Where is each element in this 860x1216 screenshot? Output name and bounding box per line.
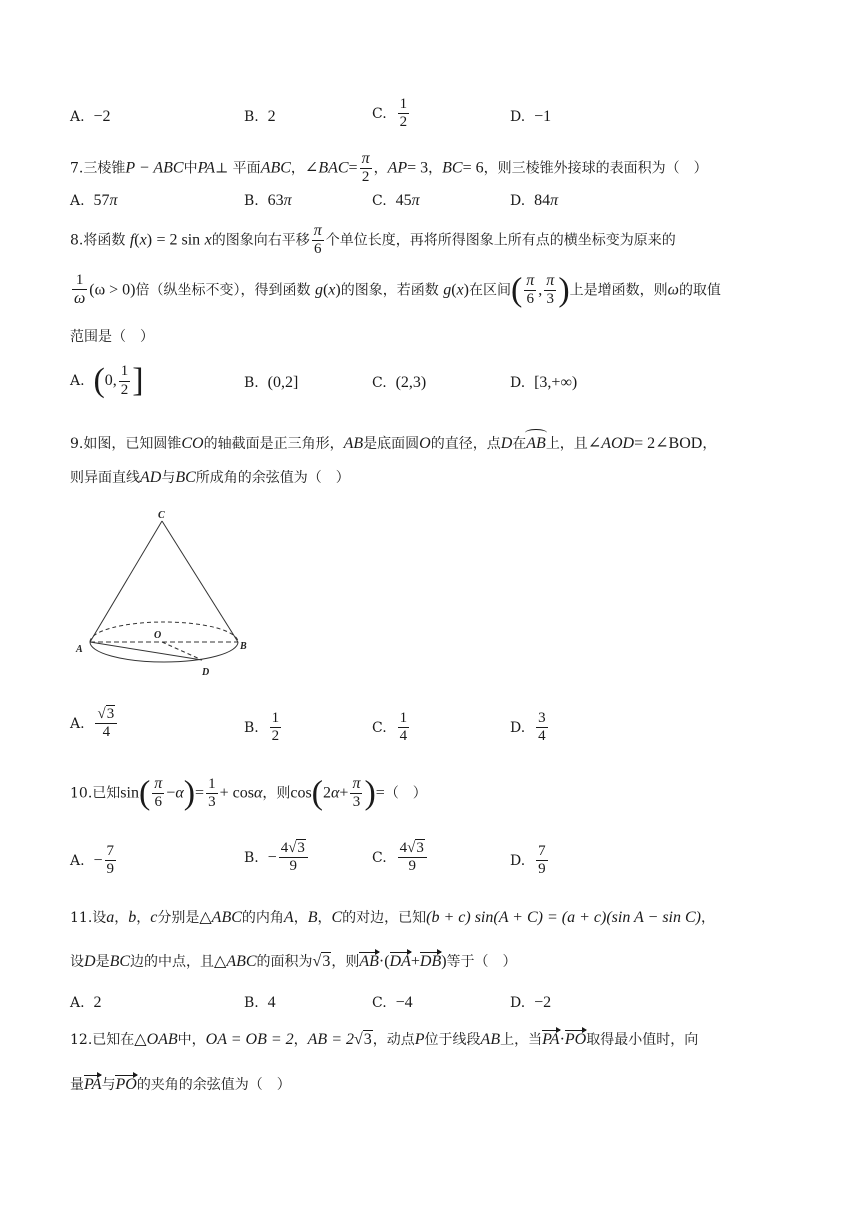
q8-option-d[interactable]: D. [3,+∞) bbox=[510, 374, 578, 391]
q11-option-d[interactable]: D. −2 bbox=[510, 994, 552, 1011]
q10-stem: 10.已知sin( $\frac{\pi}{6}$ −α)= $\frac{1}{3}$ + cosα，则cos(2α+ $\frac{\pi}{3}$ )=（ ） bbox=[70, 774, 427, 812]
q9-stem-line-2: 则异面直线AD与BC所成角的余弦值为（ ） bbox=[70, 469, 350, 486]
line-cb bbox=[162, 521, 238, 642]
cone-figure bbox=[70, 505, 260, 683]
q10-option-a[interactable]: A. − $\frac{7}{9}$ bbox=[70, 843, 114, 878]
line-ad bbox=[90, 642, 202, 660]
q11-stem-line-1: 11.设a，b，c分别是△ABC的内角A，B，C的对边，已知(b + c) sin(A + C) = (a + c)(sin A − sin C)， bbox=[70, 909, 715, 926]
q10-option-c[interactable]: C. $\frac{4√3}{9}$ bbox=[372, 840, 429, 876]
q7-option-a[interactable]: A. 57π bbox=[70, 192, 118, 209]
q8-option-b[interactable]: B. (0,2] bbox=[244, 374, 299, 391]
label-d: D bbox=[202, 667, 210, 678]
label-c: C bbox=[158, 510, 165, 521]
q6-option-b[interactable]: B. 2 bbox=[244, 108, 276, 125]
q10-option-b[interactable]: B. − $\frac{4√3}{9}$ bbox=[244, 840, 310, 876]
q11-option-c[interactable]: C. −4 bbox=[372, 994, 413, 1011]
q9-stem-line-1: 9.如图，已知圆锥CO的轴截面是正三角形，AB是底面圆O的直径，点D在AB上，且∠AOD= 2∠BOD， bbox=[70, 435, 717, 452]
q9-option-a[interactable]: A. $\frac{√3}{4}$ bbox=[70, 706, 119, 742]
base-back-arc bbox=[90, 622, 238, 642]
q12-stem-line-2: 量PA与PO的夹角的余弦值为（ ） bbox=[70, 1076, 291, 1093]
q8-option-a[interactable]: A. (0, $\frac{1}{2}$ ] bbox=[70, 362, 144, 399]
q11-option-a[interactable]: A. 2 bbox=[70, 994, 102, 1011]
base-front-arc bbox=[90, 642, 238, 662]
label-a: A bbox=[76, 644, 83, 655]
q8-stem-line-3: 范围是（ ） bbox=[70, 329, 154, 345]
q6-option-a[interactable]: A. −2 bbox=[70, 108, 111, 125]
fraction: $\frac{1}{2}$ bbox=[399, 96, 408, 131]
q9-option-b[interactable]: B. $\frac{1}{2}$ bbox=[244, 710, 280, 745]
q7-option-c[interactable]: C. 45π bbox=[372, 192, 420, 209]
label-b: B bbox=[240, 641, 247, 652]
q11-stem-line-2: 设D是BC边的中点，且△ABC的面积为√3，则AB·(DA+DB)等于（ ） bbox=[70, 953, 517, 970]
arc-ab: AB bbox=[526, 435, 546, 452]
q12-stem-line-1: 12.已知在△OAB中，OA = OB = 2，AB = 2√3，动点P位于线段AB上，当PA·PO取得最小值时，向 bbox=[70, 1031, 699, 1048]
q8-stem-line-1: 8.将函数 f(x) = 2 sin x的图象向右平移 $\frac{\pi}{6}$ 个单位长度，再将所得图象上所有点的横坐标变为原来的 bbox=[70, 222, 676, 258]
label-o: O bbox=[154, 630, 162, 641]
q6-option-d[interactable]: D. −1 bbox=[510, 108, 552, 125]
q8-stem-line-2: $\frac{1}{\omega}$ (ω > 0)倍（纵坐标不变），得到函数 g(x)的图象，若函数 g(x)在区间( $\frac{\pi}{6}$ , $\frac{\pi}{3}$ )上是增函数，则ω的取值 bbox=[74, 271, 721, 309]
q10-option-d[interactable]: D. $\frac{7}{9}$ bbox=[510, 843, 546, 878]
q7-option-d[interactable]: D. 84π bbox=[510, 192, 559, 209]
q7-option-b[interactable]: B. 63π bbox=[244, 192, 292, 209]
q7-stem: 7.三棱锥P − ABC中PA⊥ 平面ABC，∠BAC= $\frac{\pi}{2}$ ，AP= 3，BC= 6，则三棱锥外接球的表面积为（ ） bbox=[70, 150, 708, 186]
q11-option-b[interactable]: B. 4 bbox=[244, 994, 276, 1011]
line-od bbox=[162, 642, 202, 660]
q8-option-c[interactable]: C. (2,3) bbox=[372, 374, 427, 391]
line-ca bbox=[90, 521, 162, 642]
q9-option-c[interactable]: C. $\frac{1}{4}$ bbox=[372, 710, 408, 745]
q6-option-c[interactable]: C. $\frac{1}{2}$ bbox=[372, 96, 408, 131]
q9-option-d[interactable]: D. $\frac{3}{4}$ bbox=[510, 710, 546, 745]
